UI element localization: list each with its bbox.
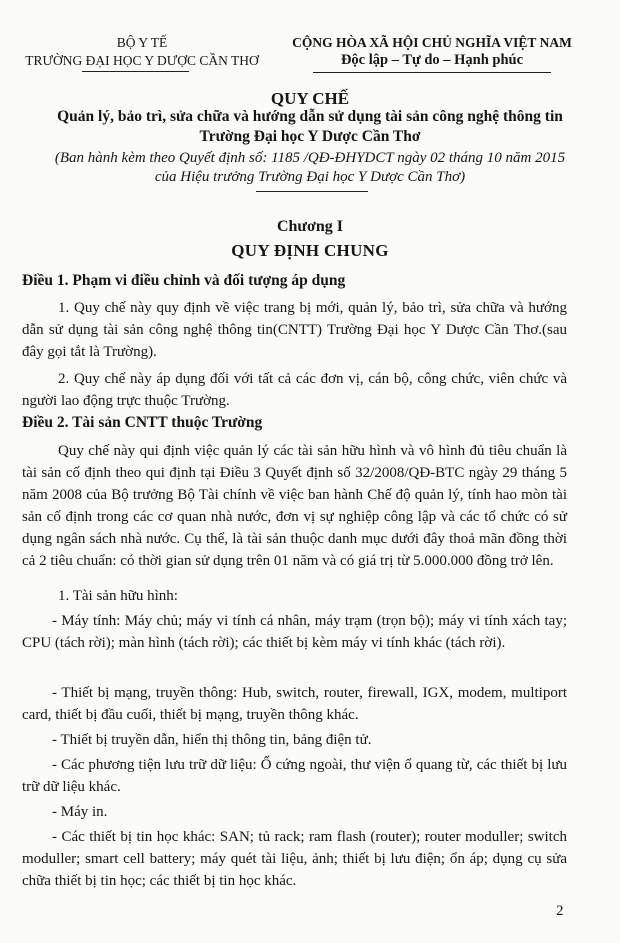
header-left	[22, 34, 262, 70]
article2-list-title: 1. Tài sản hữu hình:	[58, 588, 178, 604]
list-item: - Máy tính: Máy chủ; máy vi tính cá nhân, máy trạm (trọn bộ); máy vi tính xách tay; CPU (tách rời); màn hình (tách rời); các thiết bị kèm máy vi tính khác (tách rời).	[22, 613, 567, 651]
list-item: - Máy in.	[52, 804, 108, 820]
document-subject-line1: Quản lý, bảo trì, sửa chữa và hướng dẫn sử dụng tài sản công nghệ thông tin	[57, 108, 563, 125]
list-item: - Thiết bị mạng, truyền thông: Hub, switch, router, firewall, IGX, modem, multiport card, thiết bị đầu cuối, thiết bị mạng, truyền thông khác.	[22, 685, 567, 723]
title-divider	[256, 191, 368, 192]
header-right	[262, 34, 602, 70]
page-number: 2	[556, 903, 564, 919]
article1-heading: Điều 1. Phạm vi điều chỉnh và đối tượng áp dụng	[22, 272, 346, 289]
article1-paragraph1: 1. Quy chế này quy định về việc trang bị mới, quản lý, bảo trì, sửa chữa và hướng dẫn sử dụng tài sản công nghệ thông tin(CNTT) Trường Đại học Y Dược Cần Thơ.(sau đây gọi tắt là Trường).	[22, 300, 567, 360]
list-item: - Thiết bị truyền dẫn, hiển thị thông tin, bảng điện tử.	[52, 732, 372, 748]
issuance-note-line2: của Hiệu trưởng Trường Đại học Y Dược Cần Thơ)	[154, 169, 466, 185]
article2-paragraph1: Quy chế này qui định việc quản lý các tài sản hữu hình và vô hình đủ tiêu chuẩn là tài sản cố định theo qui định tại Điều 3 Quyết định số 32/2008/QĐ-BTC ngày 29 tháng 5 năm 2008 của Bộ trưởng Bộ Tài chính về việc ban hành Chế độ quản lý, tính hao mòn tài sản cố định trong các cơ quan nhà nước, đơn vị sự nghiệp công lập và các tổ chức có sử dụng ngân sách nhà nước. Cụ thể, là tài sản thuộc danh mục dưới đây thoả mãn đồng thời cả 2 tiêu chuẩn: có thời gian sử dụng trên 01 năm và có giá trị từ 5.000.000 đồng trở lên.	[22, 443, 567, 569]
article1-paragraph2: 2. Quy chế này áp dụng đối với tất cả các đơn vị, cán bộ, công chức, viên chức và người lao động trực thuộc Trường.	[22, 371, 567, 409]
document-title: QUY CHẾ	[270, 89, 350, 108]
header-right-underline	[313, 72, 551, 73]
list-item: - Các phương tiện lưu trữ dữ liệu: Ổ cứng ngoài, thư viện ổ quang từ, các thiết bị lưu trữ dữ liệu khác.	[22, 757, 567, 795]
country-name: CỘNG HÒA XÃ HỘI CHỦ NGHĨA VIỆT NAM	[292, 35, 572, 50]
header-left-underline	[82, 71, 189, 72]
issuance-note-line1: (Ban hành kèm theo Quyết định số: 1185 /QĐ-ĐHYDCT ngày 02 tháng 10 năm 2015	[54, 150, 566, 166]
chapter-name: QUY ĐỊNH CHUNG	[231, 241, 389, 260]
ministry-name: BỘ Y TẾ	[116, 35, 168, 50]
document-subject-line2: Trường Đại học Y Dược Cần Thơ	[199, 128, 421, 145]
chapter-number: Chương I	[276, 218, 344, 235]
article2-heading: Điều 2. Tài sản CNTT thuộc Trường	[22, 414, 263, 431]
list-item: - Các thiết bị tin học khác: SAN; tủ rack; ram flash (router); router moduller; switch moduller; smart cell battery; máy quét tài liệu, ảnh; thiết bị lưu điện; ổn áp; dụng cụ sửa chữa thiết bị tin học; các thiết bị tin học khác.	[22, 829, 567, 889]
university-name: TRƯỜNG ĐẠI HỌC Y DƯỢC CẦN THƠ	[25, 53, 259, 68]
national-motto: Độc lập – Tự do – Hạnh phúc	[340, 52, 524, 68]
